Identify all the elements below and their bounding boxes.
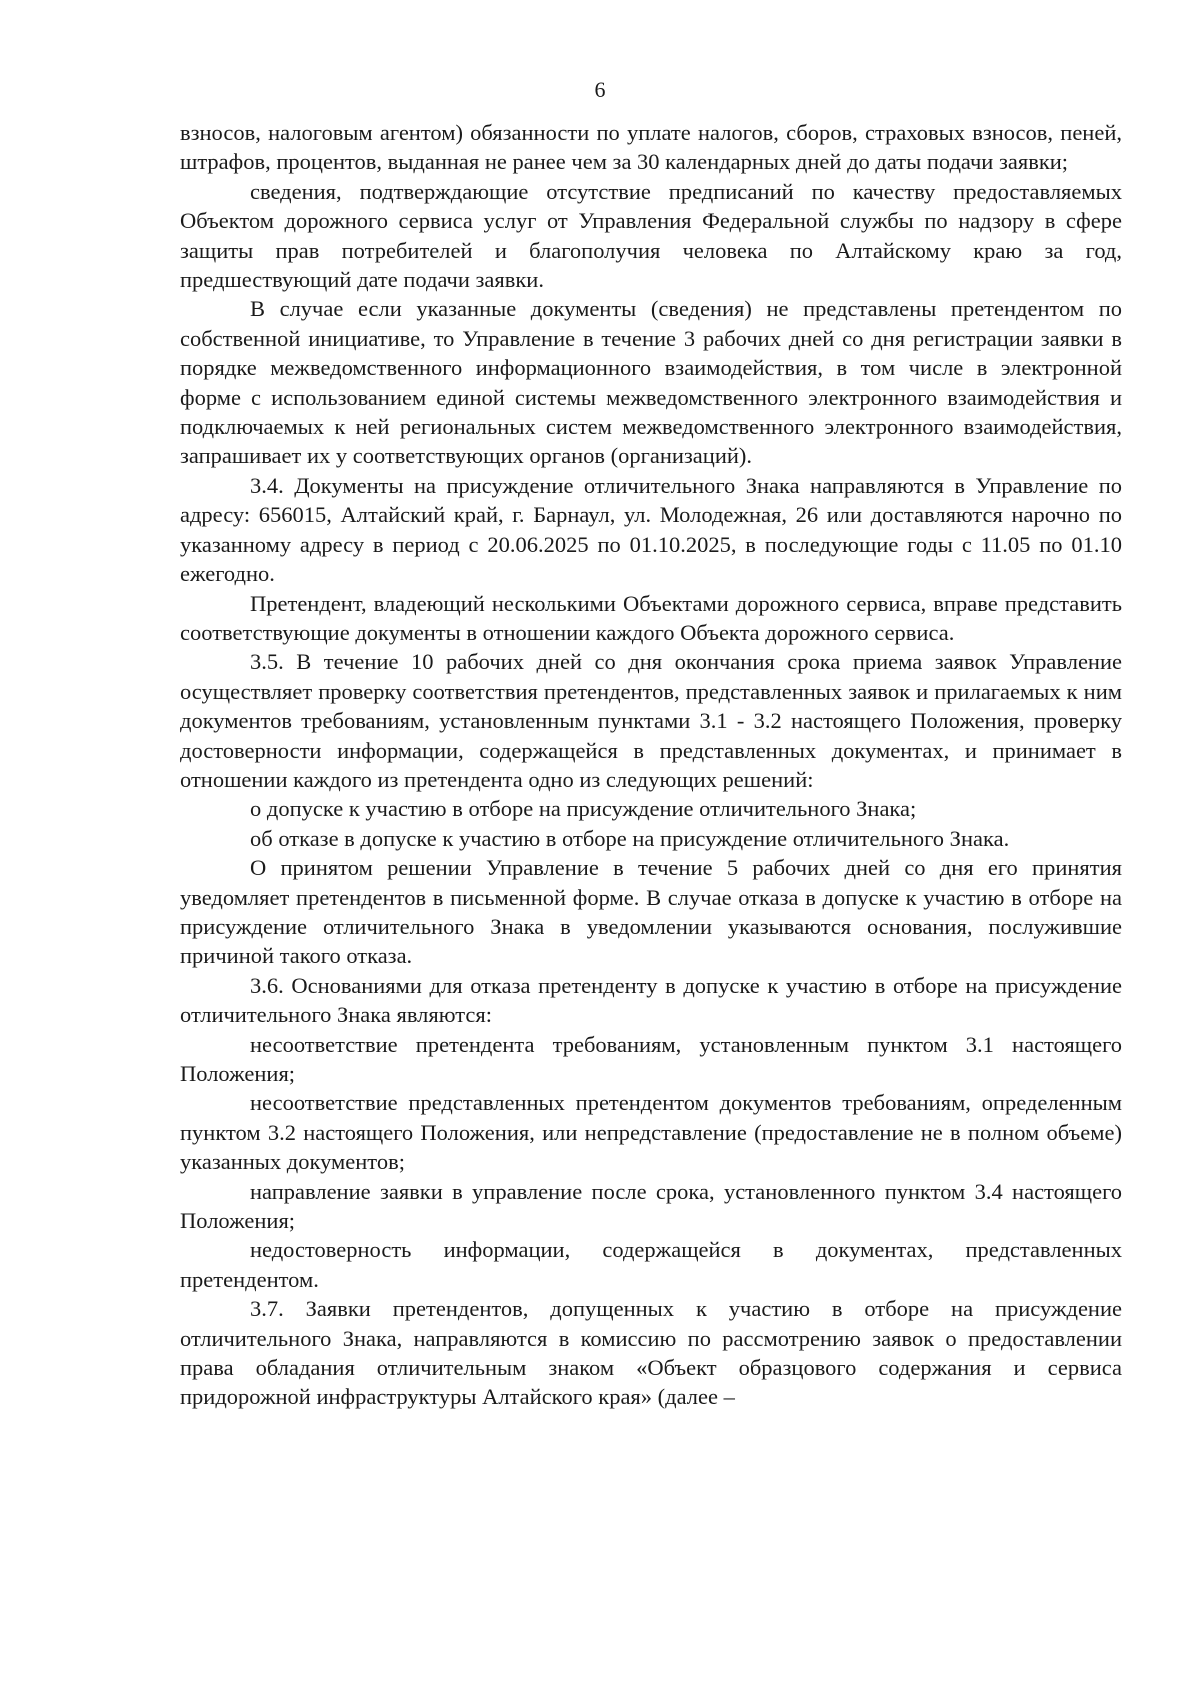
paragraph: 3.7. Заявки претендентов, допущенных к участию в отборе на присуждение отличительного Знака, направляются в комиссию по рассмотрению заявок о предоставлении права обладания отличительным знаком «Объект образцового содержания и сервиса придорожной инфраструктуры Алтайского края» (далее – <box>180 1296 1122 1410</box>
paragraph: недостоверность информации, содержащейся в документах, представленных претендентом. <box>180 1237 1122 1292</box>
paragraph: направление заявки в управление после срока, установленного пунктом 3.4 настоящего Положения; <box>180 1178 1122 1234</box>
paragraph: несоответствие претендента требованиям, установленным пунктом 3.1 настоящего Положения; <box>180 1031 1122 1086</box>
paragraph: о допуске к участию в отборе на присуждение отличительного Знака; <box>250 796 917 822</box>
document-body <box>180 118 1122 1412</box>
paragraph: 3.6. Основаниями для отказа претенденту в допуске к участию в отборе на присуждение отличительного Знака являются: <box>180 972 1122 1028</box>
page-number: 6 <box>594 77 606 102</box>
paragraph: О принятом решении Управление в течение 5 рабочих дней со дня его принятия уведомляет претендентов в письменной форме. В случае отказа в допуске к участию в отборе на присуждение отличительного Знака в уведомлении указываются основания, послужившие причиной такого отказа. <box>180 855 1122 969</box>
paragraph: 3.5. В течение 10 рабочих дней со дня окончания срока приема заявок Управление осуществляет проверку соответствия претендентов, представленных заявок и прилагаемых к ним документов требованиям, установленным пунктами 3.1 - 3.2 настоящего Положения, проверку достоверности информации, содержащейся в представленных документах, и принимает в отношении каждого из претендента одно из следующих решений: <box>180 649 1122 792</box>
paragraph: Претендент, владеющий несколькими Объектами дорожного сервиса, вправе представить соответствующие документы в отношении каждого Объекта дорожного сервиса. <box>180 590 1122 645</box>
paragraph: несоответствие представленных претендентом документов требованиям, определенным пунктом 3.2 настоящего Положения, или непредставление (предоставление не в полном объеме) указанных документов; <box>180 1090 1122 1175</box>
paragraph: 3.4. Документы на присуждение отличительного Знака направляются в Управление по адресу: 656015, Алтайский край, г. Барнаул, ул. Молодежная, 26 или доставляются нарочно по указанному адресу в период с 20.06.2025 по 01.10.2025, в последующие годы с 11.05 по 01.10 ежегодно. <box>180 472 1122 587</box>
paragraph: об отказе в допуске к участию в отборе на присуждение отличительного Знака. <box>250 825 1010 851</box>
paragraph: сведения, подтверждающие отсутствие предписаний по качеству предоставляемых Объектом дорожного сервиса услуг от Управления Федеральной службы по надзору в сфере защиты прав потребителей и благополучия человека по Алтайскому краю за год, предшествующий дате подачи заявки. <box>180 178 1122 293</box>
paragraph: взносов, налоговым агентом) обязанности по уплате налогов, сборов, страховых взносов, пеней, штрафов, процентов, выданная не ранее чем за 30 календарных дней до даты подачи заявки; <box>180 120 1122 175</box>
paragraph: В случае если указанные документы (сведения) не представлены претендентом по собственной инициативе, то Управление в течение 3 рабочих дней со дня регистрации заявки в порядке межведомственного информационного взаимодействия, в том числе в электронной форме с использованием единой системы межведомственного электронного взаимодействия и подключаемых к ней региональных систем межведомственного электронного взаимодействия, запрашивает их у соответствующих органов (организаций). <box>180 296 1122 469</box>
